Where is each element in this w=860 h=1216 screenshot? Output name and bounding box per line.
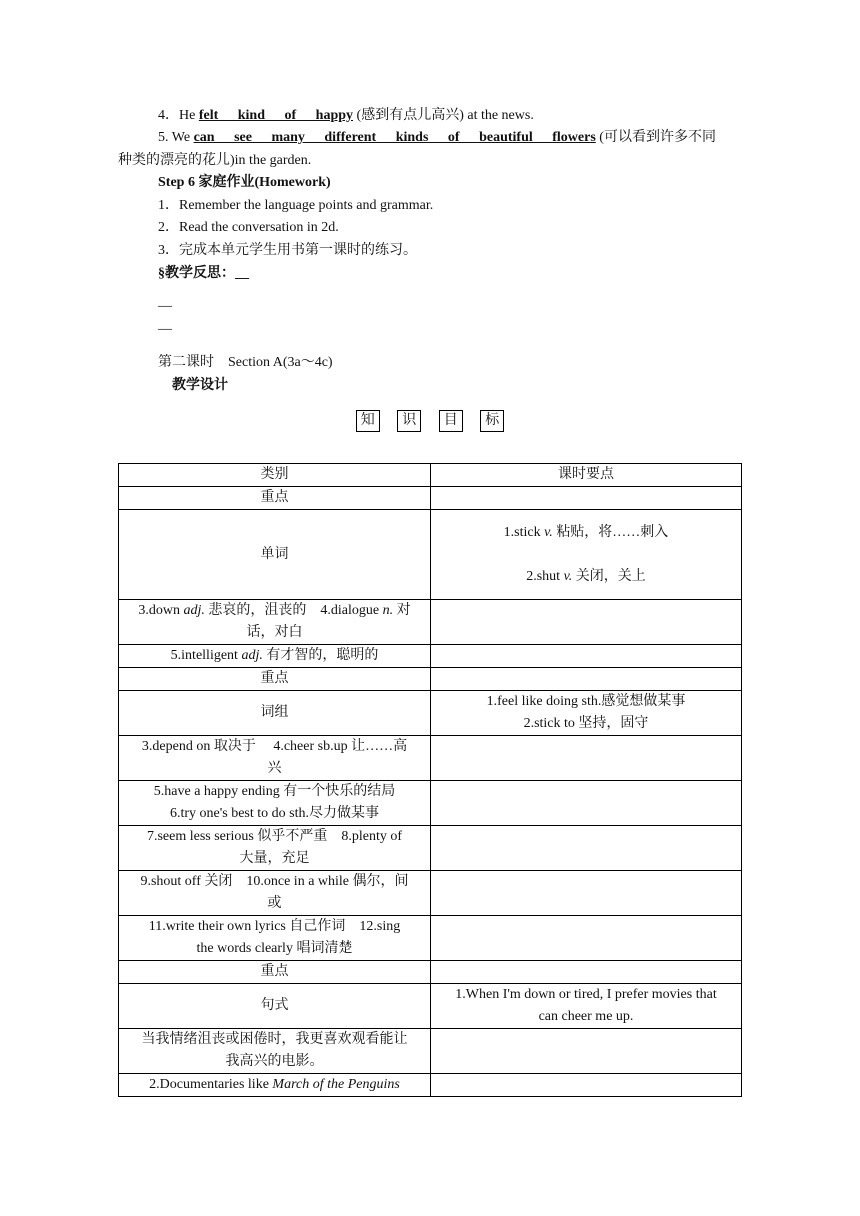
homework-item-3: 3．完成本单元学生用书第一课时的练习。 <box>158 243 417 258</box>
table-row <box>119 984 742 1029</box>
reflection-line-2: __ <box>158 317 172 332</box>
table-row <box>119 961 742 984</box>
table-row <box>119 691 742 736</box>
phrase-items-9-10: 9.shout off 关闭 10.once in a while 偶尔，间 或 <box>119 871 431 916</box>
category-words: 单词 <box>119 510 431 600</box>
phrase-items-1-2: 1.feel like doing sth.感觉想做某事 2.stick to 坚持，固守 <box>431 691 742 736</box>
sentence-item-2: 2.Documentaries like March of the Penguins <box>119 1074 431 1097</box>
phrase-items-7-8: 7.seem less serious 似乎不严重 8.plenty of 大量，充足 <box>119 826 431 871</box>
knowledge-goals-table <box>118 463 742 1097</box>
table-row <box>119 645 742 668</box>
table-row <box>119 826 742 871</box>
line-4-prefix: 4．He <box>158 108 199 123</box>
table-row <box>119 487 742 510</box>
line-4-suffix: (感到有点儿高兴) at the news. <box>356 108 534 123</box>
exercise-line-5 <box>158 128 716 148</box>
heading-char-2: 识 <box>397 410 421 432</box>
sentence-item-1: 1.When I'm down or tired, I prefer movies that can cheer me up. <box>431 984 742 1029</box>
phrase-items-5-6: 5.have a happy ending 有一个快乐的结局 6.try one's best to do sth.尽力做某事 <box>119 781 431 826</box>
key-label: 重点 <box>119 487 431 510</box>
header-key-points: 课时要点 <box>431 464 742 487</box>
category-phrases: 词组 <box>119 691 431 736</box>
sentence-1-translation: 当我情绪沮丧或困倦时，我更喜欢观看能让 我高兴的电影。 <box>119 1029 431 1074</box>
line-5-suffix: (可以看到许多不同 <box>599 130 716 145</box>
line-5-prefix: 5. We <box>158 130 194 145</box>
exercise-line-4 <box>158 106 534 126</box>
table-row <box>119 871 742 916</box>
heading-char-1: 知 <box>356 410 380 432</box>
category-sentences: 句式 <box>119 984 431 1029</box>
word-items <box>431 510 742 600</box>
homework-item-1: 1．Remember the language points and grammar. <box>158 198 434 213</box>
table-row <box>119 916 742 961</box>
reflection-line-1: __ <box>158 294 172 309</box>
table-row <box>119 1074 742 1097</box>
lesson-heading: 第二课时 Section A(3a～4c) <box>158 355 333 370</box>
line-4-answer: felt kind of happy <box>198 108 354 123</box>
word-item-2: 2.shut v. 关闭，关上 <box>526 568 646 584</box>
word-item-1: 1.stick v. 粘贴，将……刺入 <box>503 524 669 540</box>
table-row <box>119 510 742 600</box>
table-row <box>119 668 742 691</box>
phrase-items-11-12: 11.write their own lyrics 自己作词 12.sing the words clearly 唱词清楚 <box>119 916 431 961</box>
word-items-3-4: 3.down adj. 悲哀的，沮丧的 4.dialogue n. 对 话，对白 <box>119 600 431 645</box>
homework-item-2: 2．Read the conversation in 2d. <box>158 220 339 235</box>
header-category: 类别 <box>119 464 431 487</box>
heading-char-4: 标 <box>480 410 504 432</box>
table-row <box>119 600 742 645</box>
design-heading: 教学设计 <box>172 378 228 393</box>
key-label: 重点 <box>119 668 431 691</box>
key-label: 重点 <box>119 961 431 984</box>
table-row <box>119 736 742 781</box>
line-5-answer: can see many different kinds of beautiful flowers <box>193 130 596 145</box>
table-row <box>119 464 742 487</box>
step6-heading: Step 6 家庭作业(Homework) <box>158 175 331 190</box>
teaching-reflection: §教学反思：__ <box>158 266 249 281</box>
phrase-items-3-4: 3.depend on 取决于 4.cheer sb.up 让……高 兴 <box>119 736 431 781</box>
table-row <box>119 1029 742 1074</box>
heading-char-3: 目 <box>439 410 463 432</box>
table-row <box>119 781 742 826</box>
word-item-5: 5.intelligent adj. 有才智的，聪明的 <box>119 645 431 668</box>
exercise-line-5-continued: 种类的漂亮的花儿)in the garden. <box>118 153 312 168</box>
knowledge-goal-heading <box>0 410 860 432</box>
